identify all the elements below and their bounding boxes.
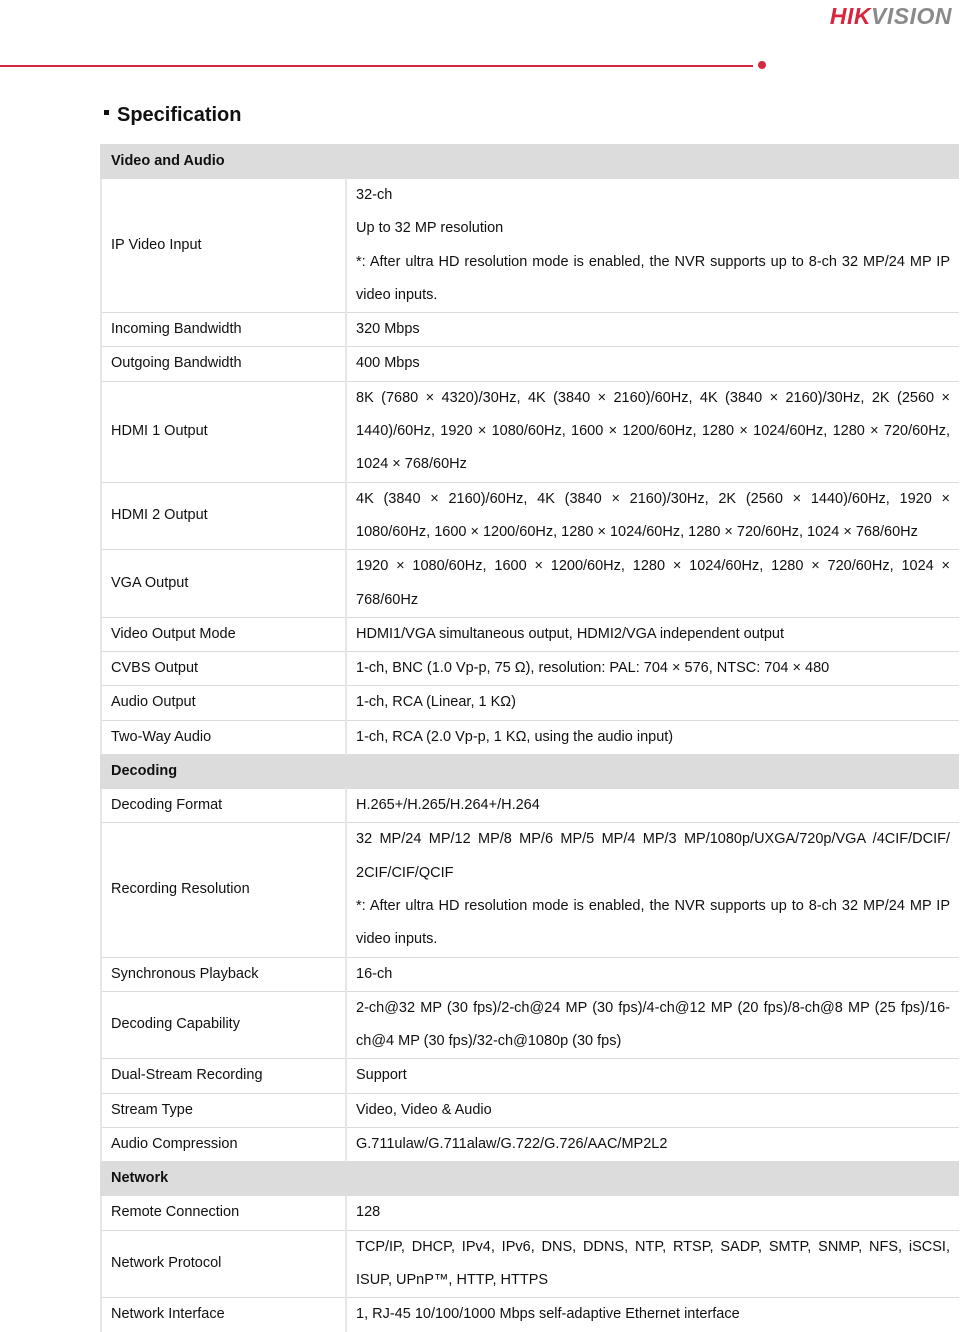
spec-label: Outgoing Bandwidth [101, 347, 346, 381]
spec-value [346, 381, 959, 482]
heading-text: Specification [117, 104, 242, 126]
spec-label: Dual-Stream Recording [101, 1059, 346, 1093]
spec-value [346, 1230, 959, 1298]
spec-row [101, 823, 959, 957]
spec-value [346, 179, 959, 313]
section-header [101, 1162, 959, 1196]
spec-value-line: TCP/IP, DHCP, IPv4, IPv6, DNS, DDNS, NTP, RTSP, SADP, SMTP, SNMP, NFS, iSCSI, ISUP, UPnP™, HTTP, HTTPS [356, 1238, 950, 1288]
spec-label: Audio Compression [101, 1128, 346, 1162]
spec-value-line: 1-ch, RCA (2.0 Vp-p, 1 KΩ, using the audio input) [356, 728, 674, 745]
section-title: Video and Audio [101, 145, 959, 179]
heading-bullet [104, 110, 109, 115]
spec-value [346, 1196, 959, 1230]
hikvision-logo [830, 2, 952, 30]
spec-value [346, 991, 959, 1059]
logo-text-hik: HIK [829, 3, 872, 29]
spec-label: HDMI 2 Output [101, 482, 346, 550]
specification-table [100, 144, 959, 1332]
spec-value-line: 2-ch@32 MP (30 fps)/2-ch@24 MP (30 fps)/4-ch@12 MP (20 fps)/8-ch@8 MP (25 fps)/16-ch@4 MP (30 fps)/32-ch@1080p (30 fps) [356, 999, 950, 1050]
spec-label: Recording Resolution [101, 823, 346, 957]
spec-row [101, 1059, 959, 1093]
spec-row [101, 991, 959, 1059]
spec-label: CVBS Output [101, 652, 346, 686]
section-header [101, 755, 959, 789]
spec-value-line: HDMI1/VGA simultaneous output, HDMI2/VGA independent output [356, 625, 784, 642]
spec-row [101, 1093, 959, 1127]
spec-value-line: 32 MP/24 MP/12 MP/8 MP/6 MP/5 MP/4 MP/3 MP/1080p/UXGA/720p/VGA /4CIF/DCIF/ 2CIF/CIF/QCIF [356, 831, 950, 881]
spec-row [101, 1196, 959, 1230]
spec-label: Video Output Mode [101, 617, 346, 651]
spec-value-line: 400 Mbps [356, 355, 420, 372]
logo-text-vision: VISION [871, 3, 952, 29]
spec-value-line: *: After ultra HD resolution mode is enabled, the NVR supports up to 8-ch 32 MP/24 MP IP video inputs. [356, 253, 950, 303]
spec-label: Stream Type [101, 1093, 346, 1127]
spec-value-line: H.265+/H.265/H.264+/H.264 [356, 797, 540, 814]
spec-row [101, 482, 959, 550]
spec-value-line: 1-ch, BNC (1.0 Vp-p, 75 Ω), resolution: PAL: 704 × 576, NTSC: 704 × 480 [356, 660, 830, 677]
spec-row [101, 720, 959, 754]
spec-label: IP Video Input [101, 179, 346, 313]
spec-value-line: 1920 × 1080/60Hz, 1600 × 1200/60Hz, 1280 × 1024/60Hz, 1280 × 720/60Hz, 1024 × 768/60Hz [356, 558, 950, 608]
spec-row [101, 347, 959, 381]
page-heading [104, 104, 241, 127]
spec-row [101, 313, 959, 347]
spec-label: Decoding Capability [101, 991, 346, 1059]
spec-value [346, 789, 959, 823]
spec-row [101, 1230, 959, 1298]
spec-row [101, 789, 959, 823]
spec-label: Synchronous Playback [101, 957, 346, 991]
spec-value [346, 482, 959, 550]
section-title: Decoding [101, 755, 959, 789]
spec-row [101, 686, 959, 720]
spec-value [346, 550, 959, 618]
spec-value [346, 823, 959, 957]
spec-row [101, 617, 959, 651]
spec-value-line: G.711ulaw/G.711alaw/G.722/G.726/AAC/MP2L2 [356, 1136, 668, 1153]
spec-label: Network Protocol [101, 1230, 346, 1298]
spec-label: HDMI 1 Output [101, 381, 346, 482]
spec-value-line: 4K (3840 × 2160)/60Hz, 4K (3840 × 2160)/30Hz, 2K (2560 × 1440)/60Hz, 1920 × 1080/60Hz, 1600 × 1200/60Hz, 1280 × 1024/60Hz, 1280 × 720/60Hz, 1024 × 768/60Hz [356, 490, 950, 540]
spec-value [346, 1059, 959, 1093]
spec-label: Two-Way Audio [101, 720, 346, 754]
spec-value [346, 957, 959, 991]
spec-value-line: Support [356, 1067, 407, 1084]
spec-row [101, 179, 959, 313]
spec-row [101, 652, 959, 686]
spec-value [346, 1298, 959, 1332]
spec-value-line: 32-ch [356, 187, 393, 203]
spec-value [346, 686, 959, 720]
spec-label: Audio Output [101, 686, 346, 720]
spec-row [101, 1128, 959, 1162]
spec-label: Remote Connection [101, 1196, 346, 1230]
spec-value-line: 1, RJ-45 10/100/1000 Mbps self-adaptive Ethernet interface [356, 1306, 740, 1323]
spec-label: Network Interface [101, 1298, 346, 1332]
spec-value-line: 128 [356, 1204, 381, 1221]
header-rule-dot [758, 61, 766, 69]
spec-value-line: Up to 32 MP resolution [356, 220, 504, 237]
spec-value-line: Video, Video & Audio [356, 1101, 492, 1118]
spec-value-line: 16-ch [356, 965, 393, 982]
spec-value-line: 8K (7680 × 4320)/30Hz, 4K (3840 × 2160)/60Hz, 4K (3840 × 2160)/30Hz, 2K (2560 × 1440)/60Hz, 1920 × 1080/60Hz, 1600 × 1200/60Hz, 1280 × 1024/60Hz, 1280 × 720/60Hz, 1024 × 768/60Hz [356, 389, 950, 473]
spec-value-line: 1-ch, RCA (Linear, 1 KΩ) [356, 694, 516, 711]
spec-value [346, 720, 959, 754]
spec-value-line: 320 Mbps [356, 321, 420, 338]
spec-value [346, 1093, 959, 1127]
spec-row [101, 550, 959, 618]
spec-value [346, 313, 959, 347]
spec-label: VGA Output [101, 550, 346, 618]
spec-row [101, 1298, 959, 1332]
spec-value [346, 652, 959, 686]
spec-value [346, 347, 959, 381]
spec-row [101, 381, 959, 482]
header-rule [0, 65, 753, 67]
spec-label: Decoding Format [101, 789, 346, 823]
spec-value [346, 617, 959, 651]
spec-label: Incoming Bandwidth [101, 313, 346, 347]
spec-value-line: *: After ultra HD resolution mode is enabled, the NVR supports up to 8-ch 32 MP/24 MP IP video inputs. [356, 897, 950, 948]
spec-row [101, 957, 959, 991]
spec-value [346, 1128, 959, 1162]
section-header [101, 145, 959, 179]
section-title: Network [101, 1162, 959, 1196]
